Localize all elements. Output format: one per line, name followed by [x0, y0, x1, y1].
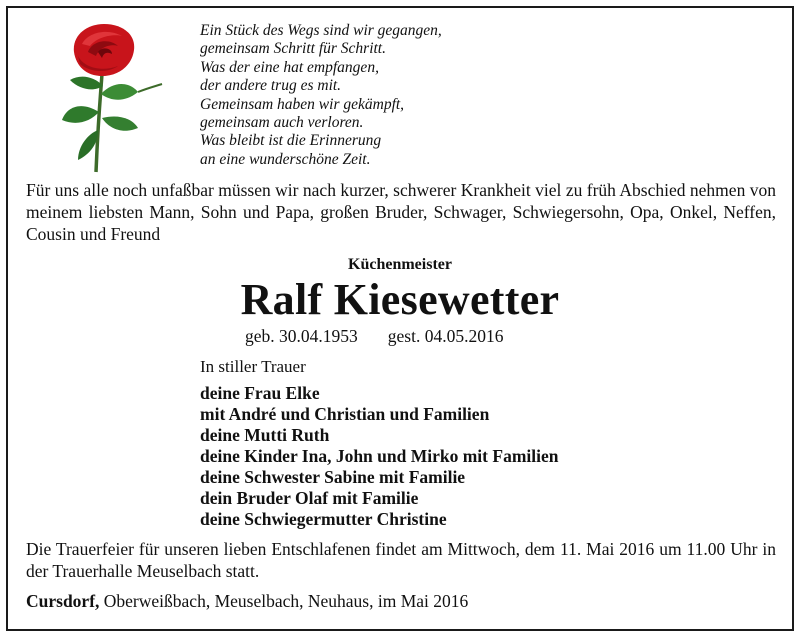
poem-line: Was der eine hat empfangen,: [200, 58, 379, 76]
deceased-name: Ralf Kiesewetter: [240, 275, 560, 324]
mourner-item: mit André und Christian und Familien: [200, 404, 490, 424]
poem-line: Gemeinsam haben wir gekämpft,: [200, 95, 405, 113]
memorial-poem: [200, 22, 442, 169]
birth-date: geb. 30.04.1953: [245, 326, 358, 346]
life-dates: [245, 326, 503, 347]
mourners-list: [200, 383, 558, 530]
red-rose-icon: [58, 22, 166, 174]
closing-line: [26, 591, 468, 612]
poem-line: Ein Stück des Wegs sind wir gegangen,: [200, 22, 442, 39]
poem-line: gemeinsam Schritt für Schritt.: [200, 40, 386, 58]
intro-paragraph: Für uns alle noch unfaßbar müssen wir nach kurzer, schwerer Krankheit viel zu früh Abschied nehmen von meinem liebsten Mann, Sohn und Papa, großen Bruder, Schwager, Schwiegersohn, Opa, Onkel, Neffen, Cousin und Freund: [26, 180, 776, 244]
mourner-item: deine Kinder Ina, John und Mirko mit Familien: [200, 446, 559, 466]
mourner-item: deine Schwester Sabine mit Familie: [200, 467, 466, 487]
deceased-title: Küchenmeister: [348, 256, 452, 273]
closing-places: Oberweißbach, Meuselbach, Neuhaus, im Mai 2016: [99, 591, 469, 611]
funeral-info: Die Trauerfeier für unseren lieben Entschlafenen findet am Mittwoch, dem 11. Mai 2016 um 11.00 Uhr in der Trauerhalle Meuselbach statt.: [26, 539, 776, 581]
mourner-item: dein Bruder Olaf mit Familie: [200, 488, 419, 508]
poem-line: Was bleibt ist die Erinnerung: [200, 132, 382, 150]
mourning-heading: In stiller Trauer: [200, 357, 306, 376]
poem-line: der andere trug es mit.: [200, 77, 342, 95]
mourner-item: deine Frau Elke: [200, 383, 320, 403]
closing-town: Cursdorf,: [26, 591, 100, 611]
poem-line: gemeinsam auch verloren.: [200, 114, 364, 132]
mourner-item: deine Schwiegermutter Christine: [200, 509, 447, 529]
death-date: gest. 04.05.2016: [387, 326, 504, 346]
poem-line: an eine wunderschöne Zeit.: [200, 150, 371, 168]
mourner-item: deine Mutti Ruth: [200, 425, 330, 445]
